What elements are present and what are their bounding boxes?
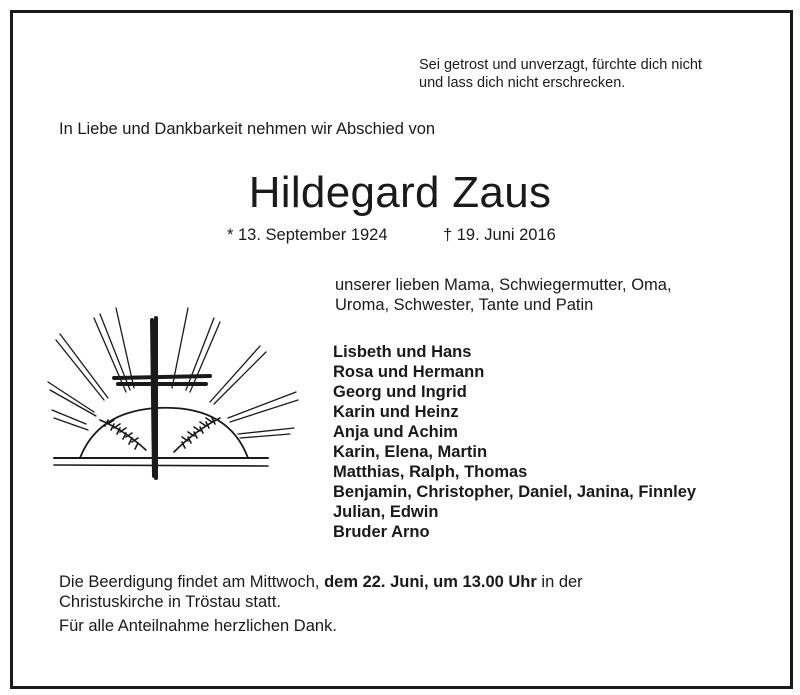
mourner-item: Lisbeth und Hans [333,343,472,361]
bible-verse [419,56,702,92]
deceased-name: Hildegard Zaus [248,168,552,217]
birth-date: * 13. September 1924 [227,226,388,244]
funeral-info [59,572,583,612]
mourner-item: Karin, Elena, Martin [333,443,488,461]
mourner-item: Karin und Heinz [333,403,459,421]
cross-sunrise-icon [38,300,308,490]
funeral-text-end: in der [536,573,583,591]
mourner-item: Julian, Edwin [333,503,439,521]
funeral-line-1 [59,572,583,592]
thanks-text: Für alle Anteilnahme herzlichen Dank. [59,617,337,635]
verse-line-2: und lass dich nicht erschrecken. [419,75,626,91]
mourner-item: Rosa und Hermann [333,363,485,381]
mourner-item: Georg und Ingrid [333,383,467,401]
verse-line-1: Sei getrost und unverzagt, fürchte dich nicht [419,57,702,73]
mourner-item: Anja und Achim [333,423,458,441]
intro-text: In Liebe und Dankbarkeit nehmen wir Abschied von [59,120,436,138]
mourner-item: Matthias, Ralph, Thomas [333,463,528,481]
funeral-text-start: Die Beerdigung findet am Mittwoch, [59,573,325,591]
mourner-item: Benjamin, Christopher, Daniel, Janina, Finnley [333,483,697,501]
funeral-date-time: dem 22. Juni, um 13.00 Uhr [324,573,537,591]
life-dates [227,226,556,245]
relations-line-1: unserer lieben Mama, Schwiegermutter, Oma, [335,276,672,294]
mourner-item: Bruder Arno [333,523,430,541]
funeral-line-2: Christuskirche in Tröstau statt. [59,593,281,611]
relations-text [335,275,672,315]
mourners-list [333,342,696,542]
relations-line-2: Uroma, Schwester, Tante und Patin [335,296,594,314]
death-date: † 19. Juni 2016 [443,226,556,244]
